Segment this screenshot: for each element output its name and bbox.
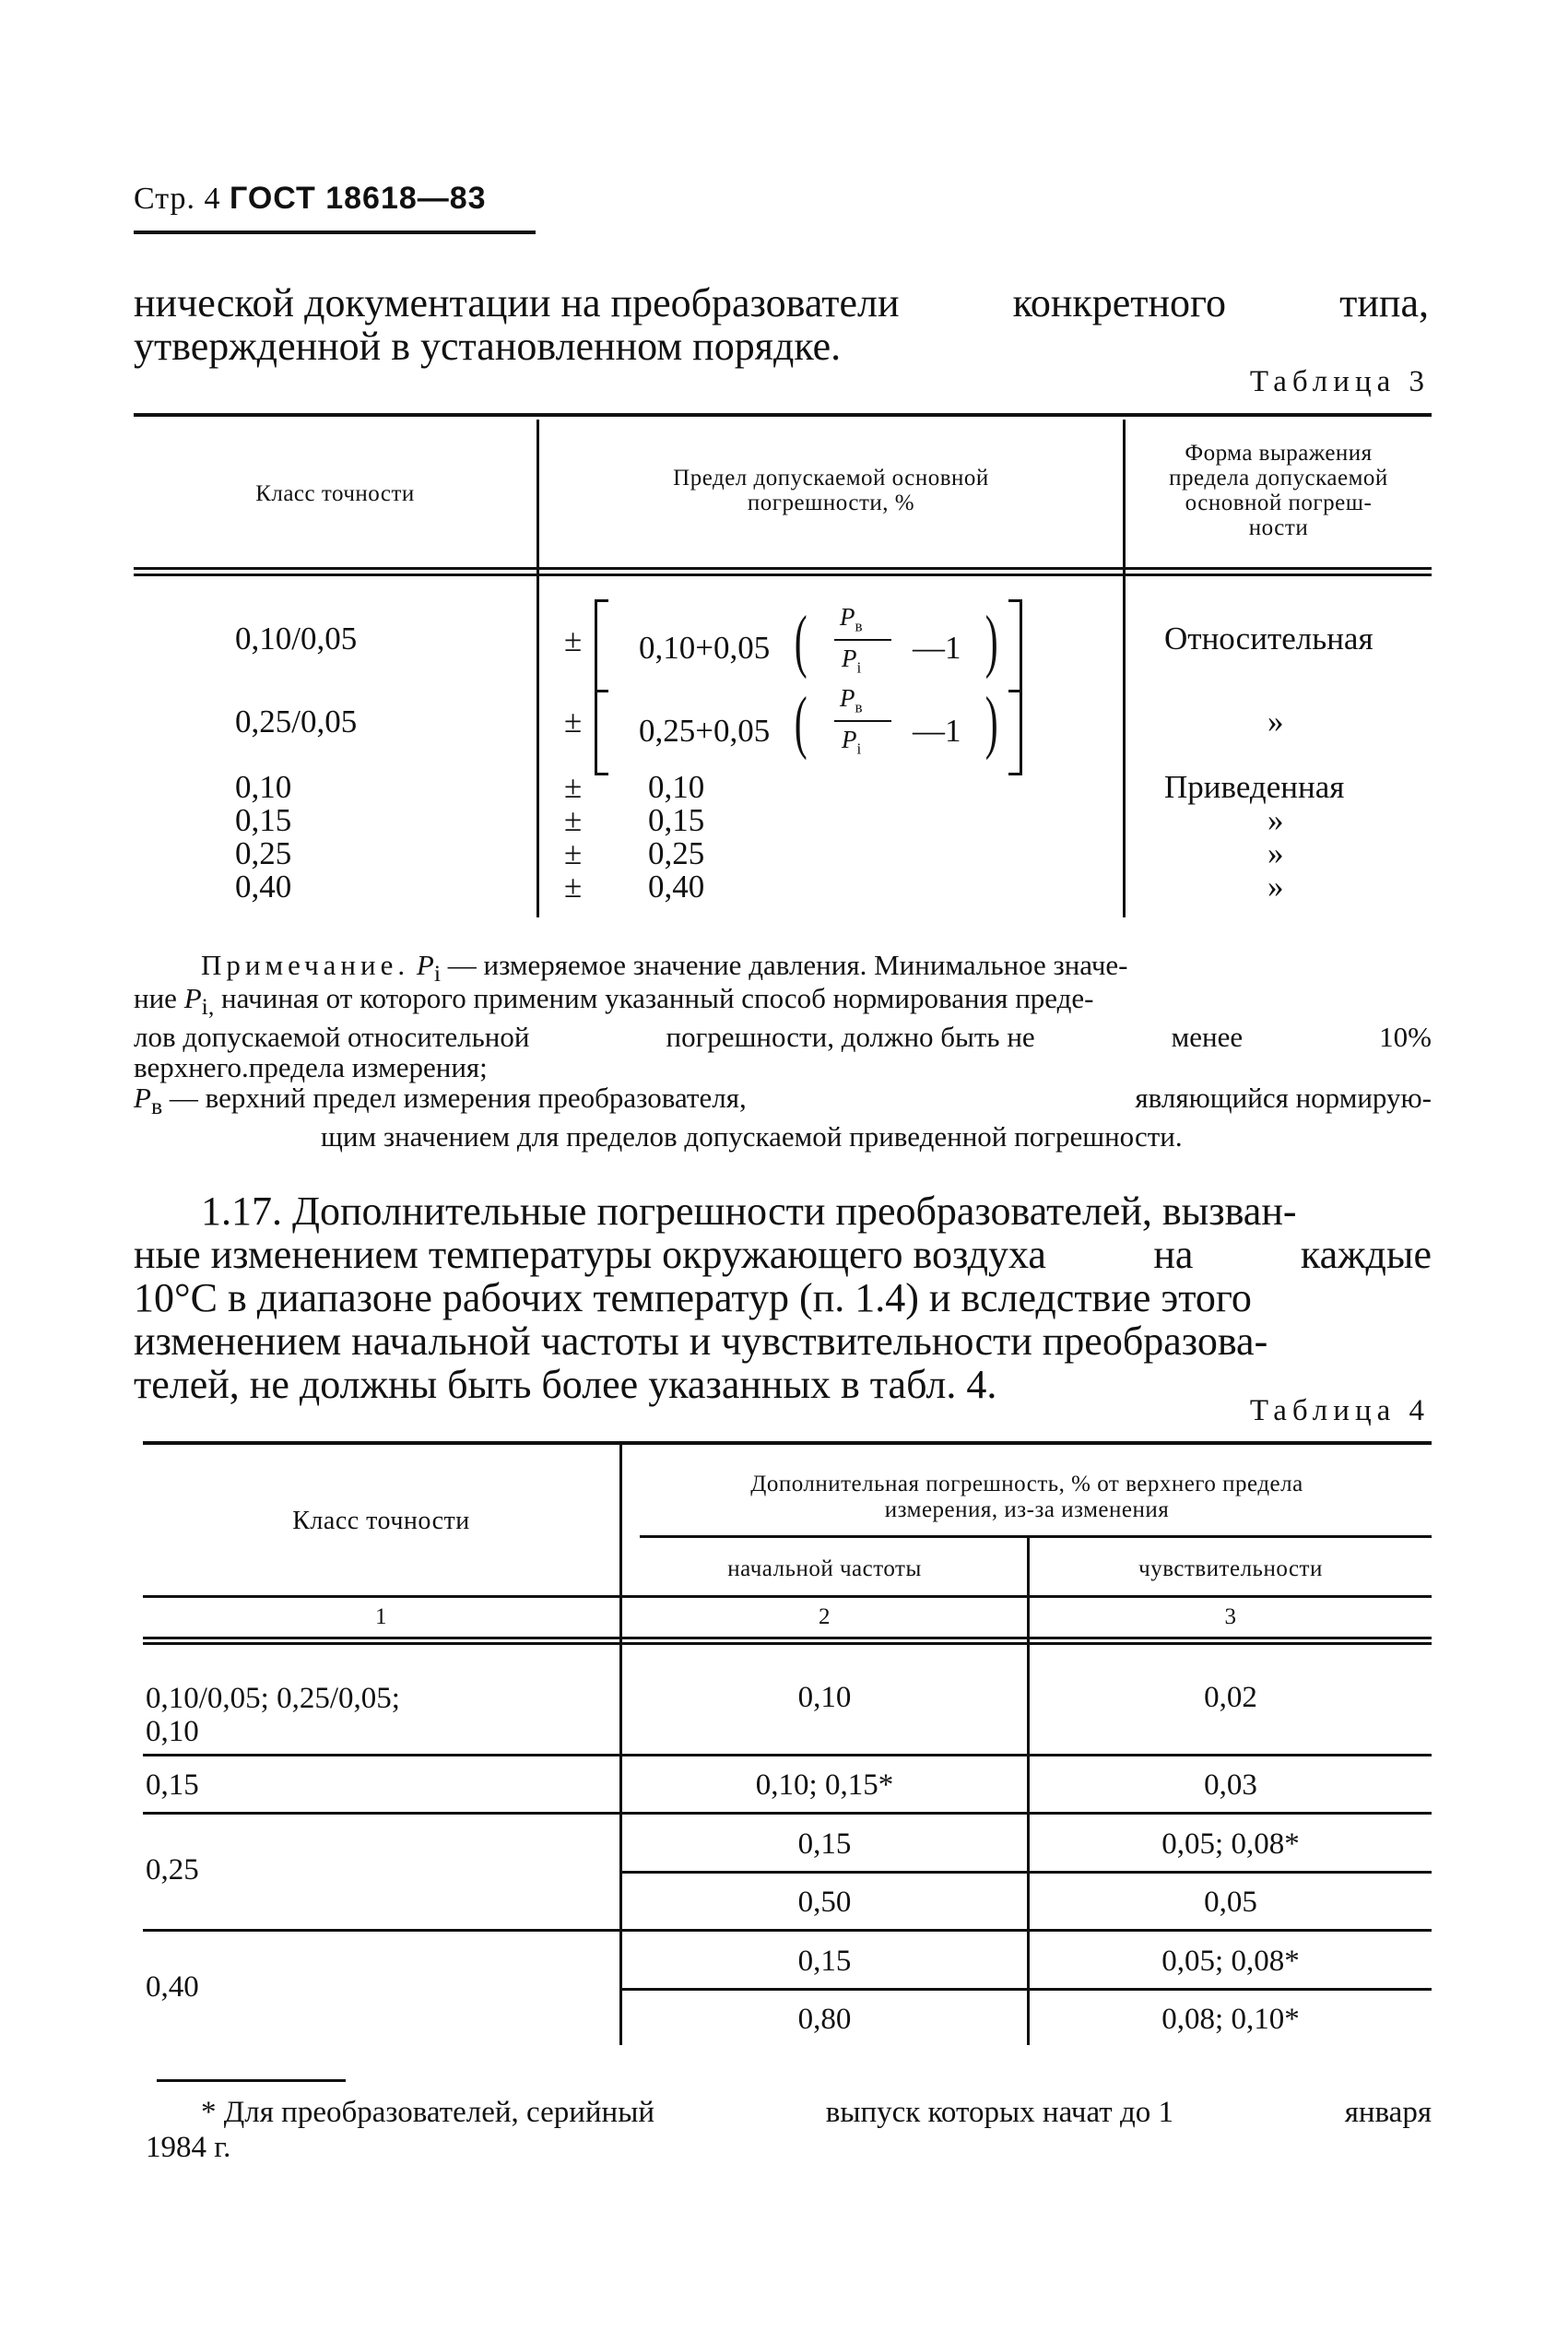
right-bracket [1008, 599, 1022, 692]
intro-line-1 [134, 281, 1429, 325]
table3-cell: 0,15 [235, 802, 292, 838]
footnote [201, 2095, 1432, 2130]
table3-cell: 0,40 [648, 869, 705, 905]
table3-cell: » [1267, 869, 1284, 905]
subscript: в [150, 1093, 163, 1120]
table4-row3-class: 0,25 [146, 1853, 199, 1886]
text-span: — верхний предел измерения преобразователя, [162, 1082, 747, 1115]
table4-group-rule [640, 1535, 1432, 1538]
table4-header-sensitivity: чувствительности [1138, 1556, 1323, 1581]
table4-subrow-rule [622, 1988, 1432, 1991]
table3-header-rule [134, 567, 1432, 570]
table4-row5-sens: 0,05; 0,08* [1161, 1945, 1300, 1978]
table4-colnum-3: 3 [1224, 1604, 1237, 1629]
table3-simple-values [648, 771, 704, 904]
table3-cell: 0,25 [235, 835, 292, 871]
table4-row-rule [143, 1754, 1432, 1756]
left-bracket [595, 599, 608, 692]
intro-line-2: утвержденной в установленном порядке. [134, 324, 842, 369]
left-paren: ( [794, 683, 808, 761]
subscript: i [856, 739, 862, 758]
text-span: менее [1171, 1021, 1244, 1054]
text-span: ние [134, 982, 184, 1014]
text-span: конкретного [1012, 280, 1226, 325]
symbol: P [134, 1082, 151, 1115]
page-label: Стр. 4 [134, 182, 221, 216]
table4-row2-freq: 0,10; 0,15* [755, 1768, 894, 1802]
table4-row4-sens: 0,05 [1204, 1886, 1257, 1919]
text-span: нической документации на преобразователи [134, 280, 900, 325]
table4-row2-sens: 0,03 [1204, 1768, 1257, 1802]
header-rule [134, 231, 536, 234]
table3-row2-minus-one: —1 [913, 713, 961, 749]
footnote-rule [157, 2079, 346, 2082]
left-paren: ( [794, 602, 808, 680]
table3-top-rule [134, 413, 1432, 417]
table3-cell: ± [564, 802, 583, 838]
table3-cell: Приведенная [1164, 769, 1345, 805]
table3-row1-form: Относительная [1164, 621, 1373, 656]
table4-cell: 0,10/0,05; 0,25/0,05; [146, 1682, 400, 1715]
text-span: лов допускаемой относительной [134, 1021, 530, 1054]
table3-cell: » [1267, 835, 1284, 871]
fraction-denominator [842, 645, 861, 677]
header-line: ности [1248, 515, 1309, 540]
table4-number-rule-2 [143, 1642, 1432, 1645]
note-line-3 [134, 1022, 1432, 1052]
table3-cell: 0,10 [235, 769, 292, 805]
symbol: P [183, 982, 202, 1014]
table4-top-rule [143, 1441, 1432, 1445]
header-line: Предел допускаемой основной [673, 466, 989, 491]
table4-row2-class: 0,15 [146, 1768, 199, 1802]
table3-row1-minus-one: —1 [913, 630, 961, 666]
table4-colnum-2: 2 [819, 1604, 831, 1629]
left-bracket [595, 690, 608, 775]
standard-number: ГОСТ 18618—83 [230, 181, 487, 216]
header-line: основной погреш- [1185, 491, 1373, 515]
paragraph-line: изменением начальной частоты и чувствительности преобразова- [134, 1319, 1268, 1364]
text-span: типа, [1339, 280, 1429, 325]
table3-row2-base: 0,25+0,05 [639, 713, 771, 749]
table3-cell: ± [564, 835, 583, 871]
table3-row1-class: 0,10/0,05 [235, 621, 358, 656]
table4-header-frequency: начальной частоты [727, 1556, 922, 1581]
table3-cell: 0,15 [648, 802, 705, 838]
symbol: P [840, 603, 855, 631]
table3-caption: Таблица 3 [1249, 365, 1430, 398]
subscript: i, [201, 993, 215, 1021]
text-span: выпуск которых начат до 1 [825, 2096, 1173, 2129]
table4-row4-freq: 0,50 [797, 1886, 852, 1919]
header-line: Форма выражения [1185, 441, 1373, 466]
table3-simple-classes [235, 771, 291, 904]
text-span: начиная от которого применим указанный способ нормирования преде- [214, 982, 1094, 1014]
table4-row3-sens: 0,05; 0,08* [1161, 1827, 1300, 1861]
table3-row2-class: 0,25/0,05 [235, 704, 358, 739]
table3-row1-sign: ± [564, 622, 583, 658]
text-span: погрешности, должно быть не [666, 1021, 1035, 1054]
table4-colnum-1: 1 [375, 1604, 387, 1629]
subscript: i [856, 658, 862, 677]
subscript: в [855, 698, 863, 716]
table3-simple-forms [1164, 771, 1404, 904]
table3-note-body [134, 983, 1432, 1152]
header-line: измерения, из-за изменения [884, 1497, 1170, 1522]
table3-row2-sign: ± [564, 704, 583, 739]
table3-row2-form: » [1267, 704, 1284, 739]
table3-header-limit [539, 466, 1123, 515]
note-line-5 [134, 1082, 1432, 1121]
footnote-line-1 [201, 2095, 1432, 2130]
symbol: P [842, 645, 857, 672]
table3-row1-base: 0,10+0,05 [639, 630, 771, 666]
note-label: Примечание. [201, 949, 410, 981]
table3-cell: ± [564, 869, 583, 905]
paragraph-line: телей, не должны быть более указанных в табл. 4. [134, 1362, 997, 1407]
subscript: в [855, 617, 863, 635]
fraction-bar [834, 720, 891, 722]
text-span: на [1153, 1232, 1194, 1277]
table3-cell: 0,40 [235, 869, 292, 905]
table4-row1-freq: 0,10 [797, 1681, 852, 1714]
table3-header-rule-2 [134, 574, 1432, 576]
text-span: января [1344, 2096, 1432, 2129]
table3-cell: » [1267, 802, 1284, 838]
paragraph-line: 1.17. Дополнительные погрешности преобразователей, вызван- [201, 1189, 1297, 1234]
fraction-numerator [840, 684, 863, 716]
paragraph-1-17-first [201, 1189, 1432, 1233]
running-header [134, 181, 487, 217]
right-bracket [1008, 690, 1022, 775]
intro-paragraph [134, 281, 1429, 368]
fraction-denominator [842, 726, 861, 758]
note-line-4: верхнего.предела измерения; [134, 1051, 488, 1084]
note-line-2 [134, 983, 1432, 1022]
text-span: являющийся нормирую- [1135, 1082, 1432, 1115]
table4-row6-freq: 0,80 [797, 2003, 852, 2036]
note-line-6: щим значением для пределов допускаемой приведенной погрешности. [321, 1120, 1183, 1153]
table3-cell: 0,25 [648, 835, 705, 871]
table4-number-rule [143, 1637, 1432, 1639]
table4-header-rule [143, 1595, 1432, 1598]
table4-caption: Таблица 4 [1249, 1394, 1430, 1427]
table3-simple-signs [564, 771, 582, 904]
text-span: ные изменением температуры окружающего воздуха [134, 1232, 1046, 1277]
table4-cell: 0,10 [146, 1715, 199, 1748]
right-paren: ) [984, 602, 998, 680]
fraction-bar [834, 639, 891, 641]
text-span: * Для преобразователей, серийный [201, 2096, 655, 2129]
right-paren: ) [984, 683, 998, 761]
table3-cell: ± [564, 769, 583, 805]
table4-row1-class [146, 1682, 400, 1748]
table4-row6-sens: 0,08; 0,10* [1161, 2003, 1300, 2036]
fraction-numerator [840, 603, 863, 635]
paragraph-1-17 [134, 1233, 1432, 1406]
table4-row-rule [143, 1812, 1432, 1815]
table3-header-form [1126, 441, 1432, 540]
table3-cell: 0,10 [648, 769, 705, 805]
text-span: — измеряемое значение давления. Минимальное значе- [441, 949, 1128, 981]
table4-row1-sens: 0,02 [1204, 1681, 1257, 1714]
table4-header-group [622, 1472, 1432, 1523]
text-span: 10% [1379, 1021, 1432, 1054]
paragraph-line [134, 1233, 1432, 1276]
header-line: погрешности, % [747, 491, 915, 515]
table4-subrow-rule [622, 1871, 1432, 1874]
header-line: предела допускаемой [1169, 466, 1388, 491]
header-line: Дополнительная погрешность, % от верхнего предела [750, 1472, 1303, 1496]
table4-header-class: Класс точности [292, 1507, 470, 1535]
table4-row-rule [143, 1929, 1432, 1932]
footnote-line-2: 1984 г. [146, 2131, 231, 2164]
subscript: i [433, 960, 441, 988]
table4-row3-freq: 0,15 [797, 1827, 852, 1861]
symbol: P [416, 949, 434, 981]
text-span: каждые [1300, 1232, 1432, 1277]
table4-row5-class: 0,40 [146, 1970, 199, 2004]
table3-header-class: Класс точности [255, 481, 415, 506]
symbol: P [840, 684, 855, 712]
table4-row5-freq: 0,15 [797, 1945, 852, 1978]
paragraph-line: 10°C в диапазоне рабочих температур (п. 1.4) и вследствие этого [134, 1275, 1252, 1320]
symbol: P [842, 726, 857, 753]
